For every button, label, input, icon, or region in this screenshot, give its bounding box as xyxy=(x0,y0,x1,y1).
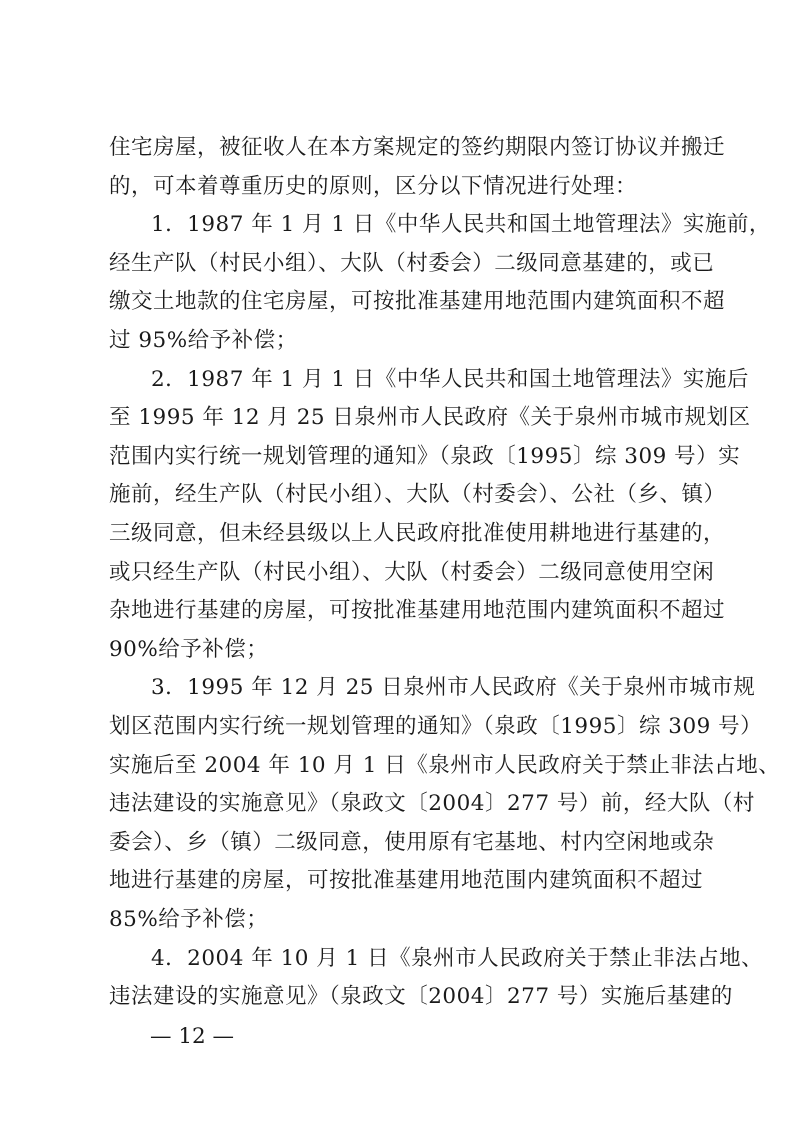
body-text-line: 划区范围内实行统一规划管理的通知》（泉政〔1995〕综 309 号） xyxy=(109,714,763,739)
body-text-line: 过 95%给予补偿； xyxy=(109,328,298,353)
body-text-line: 实施后至 2004 年 10 月 1 日《泉州市人民政府关于禁止非法占地、 xyxy=(109,752,781,778)
item-2-heading-line: 2．1987 年 1 月 1 日《中华人民共和国土地管理法》实施后 xyxy=(151,366,749,392)
body-text-line: 施前，经生产队（村民小组）、大队（村委会）、公社（乡、镇） xyxy=(109,482,726,508)
body-text-line: 地进行基建的房屋，可按批准基建用地范围内建筑面积不超过 xyxy=(109,868,704,894)
body-text-line: 的，可本着尊重历史的原则，区分以下情况进行处理： xyxy=(109,173,638,199)
body-text-line: 经生产队（村民小组）、大队（村委会）二级同意基建的，或已 xyxy=(109,250,715,276)
body-text-line: 违法建设的实施意见》（泉政文〔2004〕277 号）前，经大队（村 xyxy=(109,791,755,817)
body-text-line: 范围内实行统一规划管理的通知》（泉政〔1995〕综 309 号）实 xyxy=(109,443,741,469)
body-text-line: 85%给予补偿； xyxy=(109,907,269,932)
item-3-heading-line: 3．1995 年 12 月 25 日泉州市人民政府《关于泉州市城市规 xyxy=(151,675,756,701)
body-text-line: 住宅房屋，被征收人在本方案规定的签约期限内签订协议并搬迁 xyxy=(109,135,726,160)
body-text-line: 或只经生产队（村民小组）、大队（村委会）二级同意使用空闲 xyxy=(109,559,715,585)
body-text-line: 缴交土地款的住宅房屋，可按批准基建用地范围内建筑面积不超 xyxy=(109,289,726,315)
item-4-heading-line: 4．2004 年 10 月 1 日《泉州市人民政府关于禁止非法占地、 xyxy=(151,945,764,971)
page-number: — 12 — xyxy=(150,1024,235,1049)
body-text-line: 委会）、乡（镇）二级同意，使用原有宅基地、村内空闲地或杂 xyxy=(109,829,715,855)
body-text-line: 杂地进行基建的房屋，可按批准基建用地范围内建筑面积不超过 xyxy=(109,598,726,624)
item-1-heading-line: 1．1987 年 1 月 1 日《中华人民共和国土地管理法》实施前， xyxy=(151,212,771,238)
body-text-line: 三级同意，但未经县级以上人民政府批准使用耕地进行基建的， xyxy=(109,521,726,546)
body-text-line: 90%给予补偿； xyxy=(109,636,269,662)
body-text-line: 至 1995 年 12 月 25 日泉州市人民政府《关于泉州市城市规划区 xyxy=(109,405,751,431)
body-text-line: 违法建设的实施意见》（泉政文〔2004〕277 号）实施后基建的 xyxy=(109,984,733,1010)
